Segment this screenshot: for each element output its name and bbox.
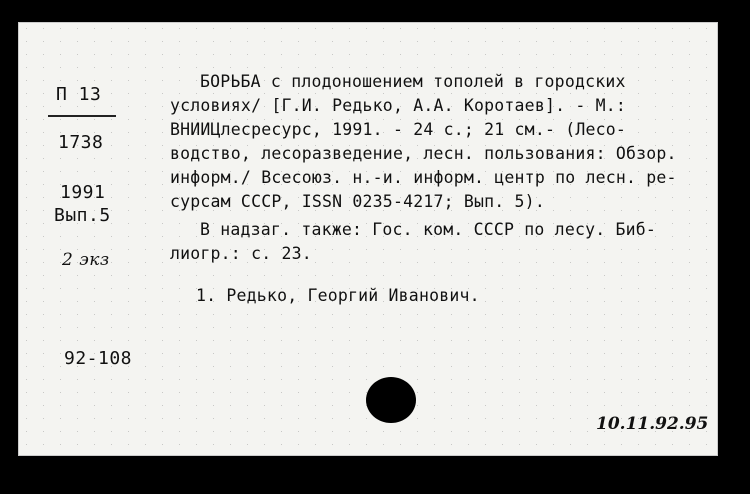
year: 1991 [60,182,106,203]
shelf-mark: П 13 [56,84,102,105]
catalog-card [18,22,718,456]
date-stamp: 10.11.92.95 [596,414,709,434]
entry-line-5: информ./ Всесоюз. н.-и. информ. центр по лесн. ре- [170,168,677,187]
divider [48,115,116,117]
entry-line-3: ВНИИЦлесресурс, 1991. - 24 с.; 21 см.- (Лесо- [170,120,627,139]
card-number: 1738 [58,132,104,153]
entry-line-7: В надзаг. также: Гос. ком. СССР по лесу. Биб- [200,220,657,239]
entry-line-6: сурсам СССР, ISSN 0235-4217; Вып. 5). [170,192,545,211]
handwritten-copies: 2 экз [62,250,110,270]
entry-line-2: условиях/ [Г.И. Редько, А.А. Коротаев]. - М.: [170,96,627,115]
entry-line-1: БОРЬБА с плодоношением тополей в городских [200,72,626,91]
accession-number: 92-108 [64,348,133,369]
entry-line-4: водство, лесоразведение, лесн. пользования: Обзор. [170,144,677,163]
punch-hole [366,377,416,423]
issue: Вып.5 [54,205,111,226]
author-tracing: 1. Редько, Георгий Иванович. [196,286,480,305]
entry-line-8: лиогр.: с. 23. [170,244,312,263]
